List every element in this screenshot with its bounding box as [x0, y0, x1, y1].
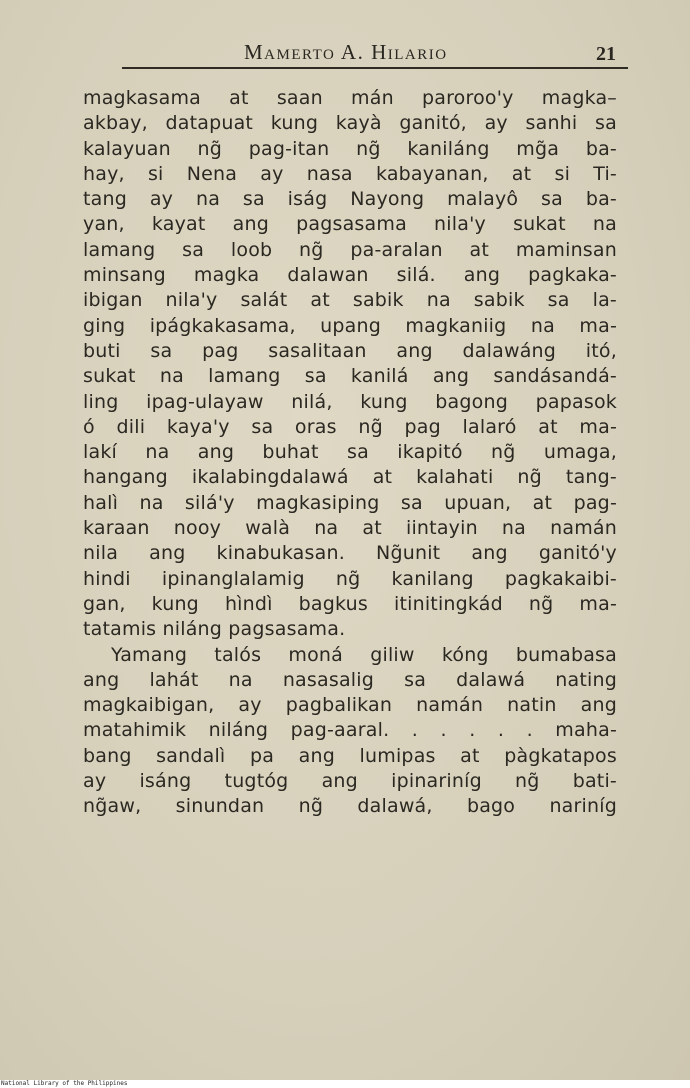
text-line: akbay, datapuat kung kayà ganitó, ay sanhi sa [83, 112, 617, 135]
text-line: hangang ikalabingdalawá at kalahati ng̃ tang- [83, 466, 617, 489]
text-line: hindi ipinanglalamig ng̃ kanilang pagkakaibi- [83, 567, 617, 590]
paragraph-1 [83, 86, 617, 643]
text-line: ng̃aw, sinundan ng̃ dalawá, bago nariníg [83, 795, 617, 818]
text-line: ó dili kaya'y sa oras ng̃ pag lalaró at ma- [83, 415, 617, 438]
text-line: hay, si Nena ay nasa kabayanan, at si Ti- [83, 162, 617, 185]
text-line: magkaibigan, ay pagbalikan namán natin ang [83, 694, 617, 717]
text-line: matahimik niláng pag-aaral. . . . . . maha- [83, 719, 617, 742]
text-line: nila ang kinabukasan. Ng̃unit ang ganitó'y [83, 542, 617, 565]
text-line: sukat na lamang sa kanilá ang sandásandá- [83, 365, 617, 388]
body-text [83, 86, 617, 820]
text-line: gan, kung hìndì bagkus itinitingkád ng̃ ma- [83, 592, 617, 615]
page-number: 21 [596, 43, 616, 65]
text-line: kalayuan ng̃ pag-itan ng̃ kaniláng mg̃a ba- [83, 137, 617, 160]
text-line: halì na silá'y magkasiping sa upuan, at pag- [83, 491, 617, 514]
text-line: ay isáng tugtóg ang ipinariníg ng̃ bati- [83, 770, 617, 793]
text-line: ging ipágkakasama, upang magkaniig na ma- [83, 314, 617, 337]
text-line: Yamang talós moná giliw kóng bumabasa [111, 643, 617, 666]
text-line: tatamis niláng pagsasama. [83, 618, 346, 641]
header-rule [122, 67, 628, 69]
library-credit: National Library of the Philippines [1, 1080, 128, 1087]
text-line: magkasama at saan mán paroroo'y magka– [83, 87, 617, 109]
text-line: ibigan nila'y salát at sabik na sabik sa la- [83, 289, 617, 312]
text-line: ling ipag-ulayaw nilá, kung bagong papasok [83, 390, 617, 413]
text-line: ang lahát na nasasalig sa dalawá nating [83, 668, 617, 691]
text-line: bang sandalì pa ang lumipas at pàgkatapos [83, 744, 617, 767]
paragraph-2 [83, 643, 617, 820]
text-line: yan, kayat ang pagsasama nila'y sukat na [83, 213, 617, 236]
text-line: tang ay na sa iság Nayong malayô sa ba- [83, 188, 617, 211]
running-head: Mamerto A. Hilario [244, 40, 448, 64]
text-line: minsang magka dalawan silá. ang pagkaka- [83, 264, 617, 287]
text-line: lamang sa loob ng̃ pa-aralan at maminsan [83, 238, 617, 261]
text-line: lakí na ang buhat sa ikapitó ng̃ umaga, [83, 441, 617, 464]
text-line: buti sa pag sasalitaan ang dalawáng itó, [83, 339, 617, 362]
text-line: karaan nooy walà na at iintayin na namán [83, 517, 617, 540]
